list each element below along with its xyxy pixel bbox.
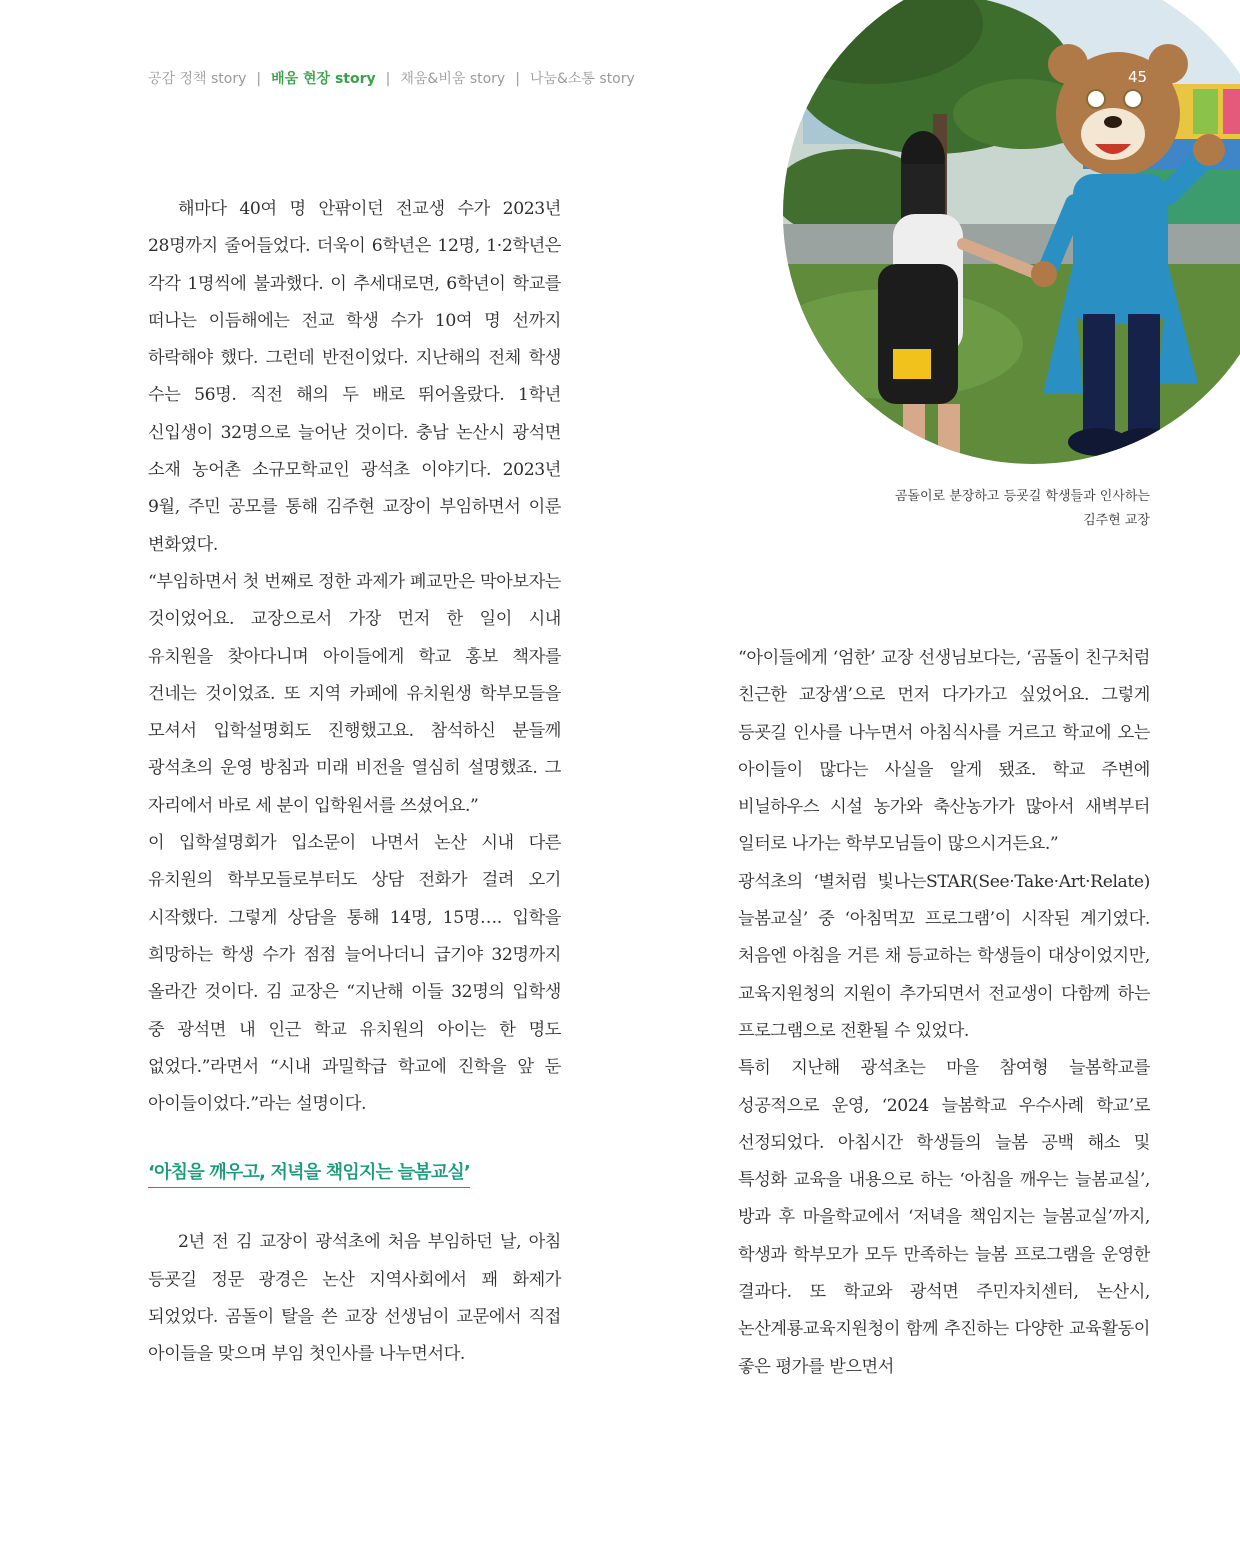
nav-separator: | bbox=[385, 71, 391, 87]
caption-line-1: 곰돌이로 분장하고 등굣길 학생들과 인사하는 bbox=[894, 489, 1150, 504]
page-number: 45 bbox=[1128, 68, 1148, 86]
paragraph: 이 입학설명회가 입소문이 나면서 논산 시내 다른 유치원의 학부모들로부터도 상담 전화가 걸려 오기 시작했다. 그렇게 상담을 통해 14명, 15명…. 입학을 희망하는 학생 수가 점점 늘어나더니 급기야 32명까지 올라간 것이다. 김 교장은 “지난해 이들 32명의 입학생 중 광석면 내 인근 학교 유치원의 아이는 한 명도 없었다.”라면서 “시내 과밀학급 학교에 진학을 앞 둔 아이들이었다.”라는 설명이다. bbox=[148, 833, 561, 1115]
bear-costume-photo bbox=[783, 0, 1240, 464]
nav-item-policy[interactable]: 공감 정책 story bbox=[148, 71, 247, 87]
paragraph: 2년 전 김 교장이 광석초에 처음 부임하던 날, 아침 등굣길 정문 광경은 논산 지역사회에서 꽤 화제가 되었었다. 곰돌이 탈을 쓴 교장 선생님이 교문에서 직접 아이들을 맞으며 부임 첫인사를 나누면서다. bbox=[148, 1232, 561, 1365]
nav-item-fill-empty[interactable]: 채움&비움 story bbox=[400, 71, 506, 87]
nav-separator: | bbox=[515, 71, 520, 87]
nav-separator: | bbox=[256, 71, 262, 87]
nav-item-share-communicate[interactable]: 나눔&소통 story bbox=[529, 71, 635, 87]
article-column-left bbox=[148, 191, 561, 1374]
quote-paragraph: “아이들에게 ‘엄한’ 교장 선생님보다는, ‘곰돌이 친구처럼 친근한 교장샘’으로 먼저 다가가고 싶었어요. 그렇게 등굣길 인사를 나누면서 아침식사를 거르고 학교에 오는 아이들이 많다는 사실을 알게 됐죠. 학교 주변에 비닐하우스 시설 농가와 축산농가가 많아서 새벽부터 일터로 나가는 학부모님들이 많으시거든요.” bbox=[738, 648, 1150, 855]
photo-caption bbox=[850, 485, 1150, 533]
section-nav bbox=[148, 68, 635, 88]
photo-illustration bbox=[783, 0, 1240, 464]
quote-paragraph: “부임하면서 첫 번째로 정한 과제가 폐교만은 막아보자는 것이었어요. 교장으로서 가장 먼저 한 일이 시내 유치원을 찾아다니며 아이들에게 학교 홍보 책자를 건네는 것이었죠. 또 지역 카페에 유치원생 학부모들을 모셔서 입학설명회도 진행했고요. 참석하신 분들께 광석초의 운영 방침과 미래 비전을 열심히 설명했죠. 그 자리에서 바로 세 분이 입학원서를 쓰셨어요.” bbox=[148, 571, 561, 816]
section-subheading: ‘아침을 깨우고, 저녁을 책임지는 늘봄교실’ bbox=[148, 1159, 470, 1188]
paragraph: 특히 지난해 광석초는 마을 참여형 늘봄학교를 성공적으로 운영, ‘2024 늘봄학교 우수사례 학교’로 선정되었다. 아침시간 학생들의 늘봄 공백 해소 및 특성화 교육을 내용으로 하는 ‘아침을 깨우는 늘봄교실’, 방과 후 마을학교에서 ‘저녁을 책임지는 늘봄교실’까지, 학생과 학부모가 모두 만족하는 늘봄 프로그램을 운영한 결과다. 또 학교와 광석면 주민자치센터, 논산시, 논산계룡교육지원청이 함께 추진하는 다양한 교육활동이 좋은 평가를 받으면서 bbox=[738, 1058, 1150, 1377]
paragraph: 해마다 40여 명 안팎이던 전교생 수가 2023년 28명까지 줄어들었다. 더욱이 6학년은 12명, 1·2학년은 각각 1명씩에 불과했다. 이 추세대로면, 6학년이 학교를 떠나는 이듬해에는 전교 학생 수가 10여 명 선까지 하락해야 했다. 그런데 반전이었다. 지난해의 전체 학생 수는 56명. 직전 해의 두 배로 뛰어올랐다. 1학년 신입생이 32명으로 늘어난 것이다. 충남 논산시 광석면 소재 농어촌 소규모학교인 광석초 이야기다. 2023년 9월, 주민 공모를 통해 김주현 교장이 부임하면서 이룬 변화였다. bbox=[148, 199, 561, 555]
article-column-right bbox=[738, 640, 1150, 1386]
caption-line-2: 김주현 교장 bbox=[1083, 513, 1150, 528]
nav-item-learning-field[interactable]: 배움 현장 story bbox=[271, 71, 376, 87]
paragraph: 광석초의 ‘별처럼 빛나는STAR(See·Take·Art·Relate) 늘봄교실’ 중 ‘아침먹꼬 프로그램’이 시작된 계기였다. 처음엔 아침을 거른 채 등교하는 학생들이 대상이었지만, 교육지원청의 지원이 추가되면서 전교생이 다함께 하는 프로그램으로 전환될 수 있었다. bbox=[738, 871, 1150, 1041]
